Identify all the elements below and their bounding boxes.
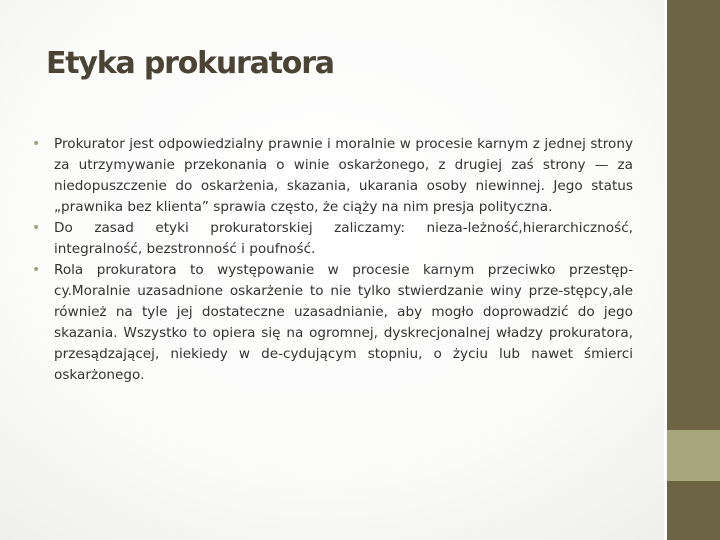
bullet-icon: • [32, 220, 41, 236]
bullet-text: Prokurator jest odpowiedzialny prawnie i moralnie w procesie karnym z jednej strony za utrzymywanie przekonania o winie oskarżonego, z drugiej zaś strony — za niedopuszczenie do oskarżenia, skazania, ukarania osoby niewinnej. Jego status „prawnika bez klienta” sprawia często, że ciąży na nim presja polityczna. [54, 136, 633, 215]
bullet-text: Do zasad etyki prokuratorskiej zaliczamy: nieza-leżność,hierarchiczność, integralność, bezstronność i poufność. [54, 220, 633, 257]
sidebar-accent-block [667, 430, 720, 481]
bullet-list [28, 134, 633, 386]
bullet-icon: • [32, 136, 41, 152]
bullet-item [28, 134, 633, 218]
bullet-text: Rola prokuratora to występowanie w procesie karnym przeciwko przestęp-cy.Moralnie uzasadnione oskarżenie to nie tylko stwierdzanie winy prze-stępcy,ale również na tyle jej dostateczne uzasadnianie, aby mogło doprowadzić do jego skazania. Wszystko to opiera się na ogromnej, dyskrecjonalnej władzy prokuratora, przesądzającej, niekiedy w de-cydującym stopniu, o życiu lub nawet śmierci oskarżonego. [54, 262, 633, 383]
bullet-item [28, 260, 633, 386]
bullet-icon: • [32, 262, 41, 278]
slide-title: Etyka prokuratora [46, 46, 334, 81]
bullet-item [28, 218, 633, 260]
